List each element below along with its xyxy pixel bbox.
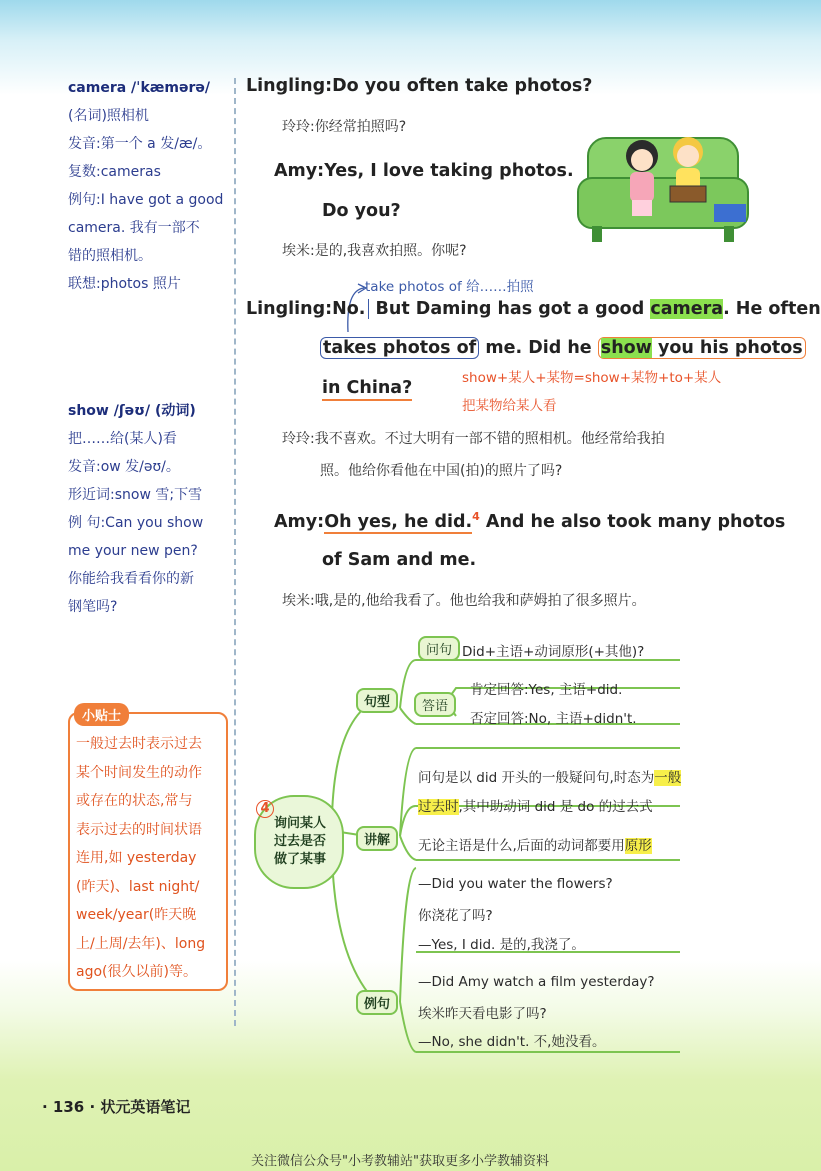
text-no: No.: [332, 299, 369, 319]
speaker: Amy:: [274, 161, 325, 181]
example-2-en: —Did Amy watch a film yesterday?: [418, 974, 655, 990]
tip-line: 上/上周/去年)、long: [76, 935, 206, 952]
mindmap-center-title: [264, 815, 336, 869]
answer-negative: 否定回答:No, 主语+didn't.: [470, 711, 637, 727]
tip-line: 某个时间发生的动作: [76, 764, 202, 781]
tip-line: 连用,如 yesterday: [76, 850, 197, 866]
line-amy-2: [274, 510, 785, 532]
example-2-cn: 埃米昨天看电影了吗?: [418, 1006, 547, 1022]
keyword-camera: camera: [650, 299, 724, 319]
camera-word: camera /ˈkæmərə/: [68, 80, 211, 96]
line-text: Do you often take photos?: [332, 76, 593, 96]
phrase-takes-photos-of: takes photos of: [320, 337, 479, 359]
vocab-camera: [68, 74, 236, 298]
label-question: 问句: [418, 636, 460, 661]
explain-line-1: [418, 766, 681, 786]
tip-line: week/year(昨天晚: [76, 907, 197, 923]
girls-on-sofa-illustration: [574, 108, 754, 248]
show-similar: 形近词:snow 雪;下雪: [68, 487, 203, 503]
tip-line: 或存在的状态,常与: [76, 793, 193, 809]
camera-example-2: camera. 我有一部不: [68, 220, 200, 236]
column-divider: [234, 78, 236, 1026]
branch-explanation: 讲解: [356, 826, 398, 851]
camera-assoc: 联想:photos 照片: [68, 276, 181, 292]
line-lingling-2b: [320, 338, 806, 358]
camera-pos: (名词)照相机: [68, 108, 149, 124]
camera-example-1: 例句:I have got a good: [68, 192, 224, 208]
example-1-answer: —Yes, I did. 是的,我浇了。: [418, 937, 585, 953]
line-lingling-2-cn1: 玲玲:我不喜欢。不过大明有一部不错的照相机。他经常给我拍: [282, 431, 665, 447]
branch-examples: 例句: [356, 990, 398, 1015]
highlight-tense: 一般: [654, 770, 682, 786]
text-part: But Daming has got a good: [375, 299, 645, 319]
speaker: Amy:: [274, 511, 325, 532]
example-1-en: —Did you water the flowers?: [418, 876, 613, 892]
show-example-2: me your new pen?: [68, 543, 198, 559]
show-meaning: 把……给(某人)看: [68, 431, 177, 447]
text-part: 无论主语是什么,后面的动词都要用: [418, 838, 625, 854]
line-lingling-1: [246, 76, 592, 96]
tip-line: 一般过去时表示过去: [76, 736, 202, 752]
footer-note: 关注微信公众号"小考教辅站"获取更多小学教辅资料: [251, 1154, 549, 1169]
text-part: you his photos: [657, 338, 803, 358]
line-amy-2-cn: 埃米:哦,是的,他给我看了。他也给我和萨姆拍了很多照片。: [282, 593, 646, 609]
highlight-tense: 过去时: [418, 799, 459, 815]
explain-line-3: [418, 834, 652, 854]
line-lingling-1-cn: 玲玲:你经常拍照吗?: [282, 119, 407, 135]
speaker: Lingling:: [246, 299, 333, 319]
line-text: Yes, I love taking photos.: [324, 161, 574, 181]
highlight-base-form: 原形: [624, 838, 652, 854]
show-example-4: 钢笔吗?: [68, 599, 118, 615]
answer-positive: 肯定回答:Yes, 主语+did.: [470, 682, 623, 698]
note-show-structure: show+某人+某物=show+某物+to+某人: [462, 370, 722, 386]
camera-example-3: 错的照相机。: [68, 248, 152, 264]
show-example-3: 你能给我看看你的新: [68, 571, 194, 587]
line-lingling-2c: in China?: [322, 378, 412, 401]
label-answer: 答语: [414, 692, 456, 717]
page-number: · 136 · 状元英语笔记: [42, 1098, 191, 1116]
center-line: 过去是否: [273, 834, 326, 849]
text-part: ,其中助动词 did 是 do 的过去式: [458, 799, 653, 815]
line-amy-1: [274, 161, 574, 181]
center-line: 询问某人: [273, 816, 326, 831]
line-amy-2b: of Sam and me.: [322, 550, 477, 570]
center-line: 做了某事: [273, 852, 326, 867]
tip-line: ago(很久以前)等。: [76, 964, 197, 980]
note-take-photos: take photos of 给……拍照: [365, 279, 534, 295]
note-show-meaning: 把某物给某人看: [462, 398, 557, 414]
show-word: show /ʃəʊ/ (动词): [68, 403, 196, 419]
line-lingling-2-cn2: 照。他给你看他在中国(拍)的照片了吗?: [320, 463, 563, 479]
mindmap-center-number: 4: [256, 800, 274, 818]
tip-line: (昨天)、last night/: [76, 878, 200, 895]
branch-sentence-pattern: 句型: [356, 688, 398, 713]
keyword-show: show: [600, 338, 652, 358]
show-pron: 发音:ow 发/əʊ/。: [68, 459, 180, 475]
line-amy-1b: Do you?: [322, 201, 401, 221]
text-part: 问句是以 did 开头的一般疑问句,时态为: [418, 770, 655, 786]
show-example-1: 例 句:Can you show: [68, 515, 204, 531]
line-lingling-2: [246, 299, 821, 319]
example-2-answer: —No, she didn't. 不,她没看。: [418, 1034, 606, 1050]
phrase-show: [598, 337, 806, 359]
note-marker-4: 4: [472, 510, 480, 523]
text-part: . He often: [723, 299, 821, 319]
line-text: And he also took many photos: [485, 511, 786, 532]
explain-line-2: [418, 795, 653, 815]
vocab-show: [68, 397, 236, 621]
tip-title: 小贴士: [74, 703, 129, 726]
question-pattern: Did+主语+动词原形(+其他)?: [462, 644, 645, 660]
tip-line: 表示过去的时间状语: [76, 821, 202, 838]
line-amy-1-cn: 埃米:是的,我喜欢拍照。你呢?: [282, 243, 467, 259]
example-1-cn: 你浇花了吗?: [418, 908, 493, 924]
camera-pron: 发音:第一个 a 发/æ/。: [68, 136, 212, 152]
phrase-oh-yes: Oh yes, he did.: [324, 511, 473, 532]
text-part: me. Did he: [485, 338, 592, 358]
speaker: Lingling:: [246, 76, 333, 96]
camera-plural: 复数:cameras: [68, 164, 161, 180]
tip-body: [76, 730, 226, 987]
